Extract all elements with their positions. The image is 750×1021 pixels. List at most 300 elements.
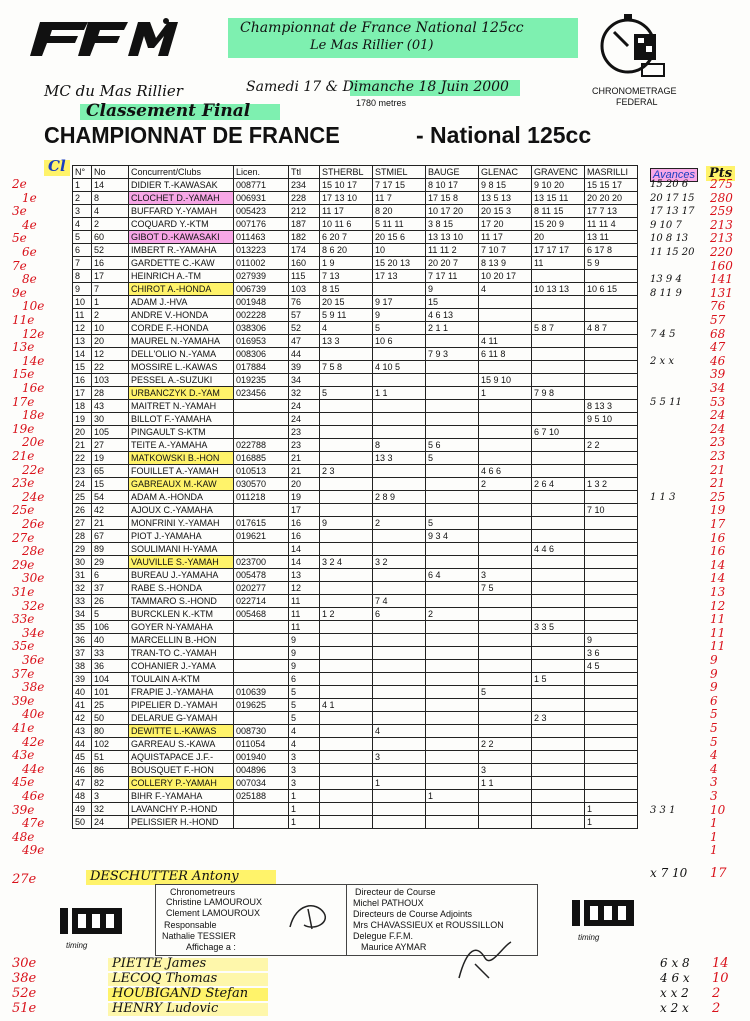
chrono-logo (598, 8, 668, 80)
total-points: 228 (289, 192, 320, 205)
round-result (532, 595, 585, 608)
row-index: 21 (73, 439, 92, 452)
round-result: 17 17 17 (532, 244, 585, 257)
rider-name: TAMMARO S.-HOND (129, 595, 234, 608)
header-cell: No (92, 166, 129, 179)
rider-name: MAITRET N.-YAMAH (129, 400, 234, 413)
row-index: 1 (73, 179, 92, 192)
round-result (320, 777, 373, 790)
round-result: 4 6 6 (479, 465, 532, 478)
round-result (320, 491, 373, 504)
license-number: 008771 (234, 179, 289, 192)
points-value: 21 (710, 462, 726, 477)
row-index: 34 (73, 608, 92, 621)
row-index: 49 (73, 803, 92, 816)
round-result (585, 673, 638, 686)
table-row (73, 608, 638, 621)
rider-name: PIOT J.-YAMAHA (129, 530, 234, 543)
table-row (73, 322, 638, 335)
hand-rank: 41e (12, 721, 35, 735)
round-result (585, 582, 638, 595)
points-value: 9 (710, 680, 718, 695)
license-number: 030570 (234, 478, 289, 491)
round-result (532, 647, 585, 660)
extra-pts: 10 (712, 971, 729, 986)
hand-rank: 47e (22, 816, 45, 831)
row-index: 31 (73, 569, 92, 582)
round-result: 15 20 9 (532, 218, 585, 231)
hand-rank: 10e (22, 299, 45, 314)
round-result: 11 11 4 (585, 218, 638, 231)
license-number: 022714 (234, 595, 289, 608)
points-value: 3 (710, 775, 718, 790)
hand-rank: 24e (22, 489, 45, 504)
points-value: 220 (710, 245, 733, 259)
license-number: 005468 (234, 608, 289, 621)
avances-value: 15 20 6 (650, 179, 689, 190)
license-number: 011463 (234, 231, 289, 244)
round-result (479, 790, 532, 803)
total-points: 76 (289, 296, 320, 309)
event-line-2: Le Mas Rillier (01) (310, 38, 434, 53)
round-result (479, 322, 532, 335)
rider-number: 89 (92, 543, 129, 556)
rider-name: DIDIER T.-KAWASAK (129, 179, 234, 192)
round-result (426, 491, 479, 504)
points-value: 19 (710, 503, 726, 518)
rider-number: 42 (92, 504, 129, 517)
round-result (320, 543, 373, 556)
hand-rank: 17e (12, 394, 35, 409)
total-points: 5 (289, 712, 320, 725)
total-points: 9 (289, 634, 320, 647)
points-value: 39 (710, 367, 726, 382)
points-value: 17 (710, 517, 726, 531)
rider-number: 51 (92, 751, 129, 764)
row-index: 7 (73, 257, 92, 270)
total-points: 23 (289, 426, 320, 439)
rider-name: RABE S.-HONDA (129, 582, 234, 595)
rider-number: 16 (92, 257, 129, 270)
round-result (426, 673, 479, 686)
row-index: 25 (73, 491, 92, 504)
round-result: 9 (373, 309, 426, 322)
round-result: 2 (426, 608, 479, 621)
ffm-logo (28, 18, 178, 60)
table-row (73, 413, 638, 426)
round-result (532, 348, 585, 361)
table-row (73, 569, 638, 582)
round-result (479, 426, 532, 439)
table-row (73, 725, 638, 738)
round-result: 10 17 20 (426, 205, 479, 218)
rider-number: 50 (92, 712, 129, 725)
points-value: 9 (710, 666, 718, 681)
rider-number: 17 (92, 270, 129, 283)
round-result: 2 1 1 (426, 322, 479, 335)
round-result (585, 556, 638, 569)
table-row (73, 582, 638, 595)
license-number: 006739 (234, 283, 289, 296)
round-result: 10 13 13 (532, 283, 585, 296)
round-result (585, 335, 638, 348)
total-points: 12 (289, 582, 320, 595)
license-number: 013223 (234, 244, 289, 257)
rider-number: 1 (92, 296, 129, 309)
hand-rank: 20e (22, 435, 45, 450)
round-result (479, 803, 532, 816)
round-result (532, 530, 585, 543)
round-result (532, 764, 585, 777)
track-distance: 1780 metres (356, 98, 407, 108)
table-row (73, 361, 638, 374)
table-row (73, 504, 638, 517)
round-result: 7 10 (585, 504, 638, 517)
round-result: 13 3 (320, 335, 373, 348)
round-result: 1 (585, 816, 638, 829)
director-signature (455, 938, 515, 982)
hand-rank: 18e (22, 408, 45, 423)
round-result: 5 6 (426, 439, 479, 452)
round-result: 4 4 6 (532, 543, 585, 556)
hand-rank: 39e (12, 693, 35, 708)
row-index: 9 (73, 283, 92, 296)
round-result: 10 (373, 244, 426, 257)
round-result: 5 9 (585, 257, 638, 270)
rider-name: BUREAU J.-YAMAHA (129, 569, 234, 582)
total-points: 23 (289, 439, 320, 452)
round-result (320, 439, 373, 452)
rider-number: 30 (92, 413, 129, 426)
total-points: 9 (289, 647, 320, 660)
table-row (73, 621, 638, 634)
round-result (320, 634, 373, 647)
round-result (373, 803, 426, 816)
round-result (585, 426, 638, 439)
timing-label-left: timing (66, 941, 88, 950)
round-result: 11 7 (373, 192, 426, 205)
license-number: 011054 (234, 738, 289, 751)
points-value: 11 (710, 625, 726, 640)
table-row (73, 309, 638, 322)
extra-name: HOUBIGAND Stefan (112, 986, 249, 1001)
round-result: 2 3 (532, 712, 585, 725)
round-result (532, 517, 585, 530)
row-index: 3 (73, 205, 92, 218)
points-value: 280 (710, 190, 733, 205)
rider-name: BUFFARD Y.-YAMAH (129, 205, 234, 218)
round-result: 3 2 (373, 556, 426, 569)
row-index: 36 (73, 634, 92, 647)
row-index: 27 (73, 517, 92, 530)
round-result: 20 20 7 (426, 257, 479, 270)
round-result (426, 686, 479, 699)
round-result (373, 413, 426, 426)
points-value: 47 (710, 340, 726, 355)
row-index: 18 (73, 400, 92, 413)
row-index: 10 (73, 296, 92, 309)
rider-number: 43 (92, 400, 129, 413)
round-result (320, 738, 373, 751)
license-number: 020277 (234, 582, 289, 595)
row-index: 35 (73, 621, 92, 634)
round-result: 2 3 (320, 465, 373, 478)
round-result (479, 634, 532, 647)
affichage: Affichage a : (186, 942, 236, 952)
table-row (73, 543, 638, 556)
round-result: 1 (585, 803, 638, 816)
round-result (320, 374, 373, 387)
round-result: 6 7 10 (532, 426, 585, 439)
table-row (73, 218, 638, 231)
hand-rank: 36e (22, 653, 45, 667)
round-result (426, 556, 479, 569)
header-cell: GRAVENC (532, 166, 585, 179)
round-result (320, 478, 373, 491)
round-result (426, 634, 479, 647)
row-index: 16 (73, 374, 92, 387)
round-result: 13 13 10 (426, 231, 479, 244)
table-row (73, 517, 638, 530)
title-main: CHAMPIONNAT DE FRANCE (44, 122, 340, 148)
rider-name: FRAPIE J.-YAMAHA (129, 686, 234, 699)
hand-rank: 34e (22, 625, 45, 640)
table-row (73, 426, 638, 439)
points-value: 213 (710, 217, 733, 232)
row-index: 42 (73, 712, 92, 725)
extra-rider-rank: 27e (12, 872, 37, 887)
rider-number: 29 (92, 556, 129, 569)
rider-number: 26 (92, 595, 129, 608)
round-result: 15 15 17 (585, 179, 638, 192)
header-cell: GLENAC (479, 166, 532, 179)
row-index: 48 (73, 790, 92, 803)
hand-rank: 43e (12, 748, 35, 763)
license-number: 006931 (234, 192, 289, 205)
round-result: 4 1 (320, 699, 373, 712)
table-row (73, 491, 638, 504)
rider-name: DELARUE G-YAMAH (129, 712, 234, 725)
points-value: 5 (710, 721, 718, 735)
round-result (585, 543, 638, 556)
rider-name: BIHR F.-YAMAHA (129, 790, 234, 803)
round-result: 20 (532, 231, 585, 244)
points-value: 1 (710, 843, 718, 858)
table-row (73, 777, 638, 790)
row-index: 30 (73, 556, 92, 569)
round-result: 15 20 13 (373, 257, 426, 270)
round-result: 8 15 (320, 283, 373, 296)
round-result: 13 15 11 (532, 192, 585, 205)
round-result: 13 3 (373, 452, 426, 465)
rider-name: GOYER N-YAMAHA (129, 621, 234, 634)
table-row (73, 205, 638, 218)
avances-value: 3 3 1 (650, 804, 676, 816)
total-points: 212 (289, 205, 320, 218)
round-result (479, 504, 532, 517)
round-result: 4 (320, 322, 373, 335)
round-result: 10 11 6 (320, 218, 373, 231)
rider-number: 25 (92, 699, 129, 712)
rider-number: 4 (92, 205, 129, 218)
hand-rank: 32e (22, 598, 45, 613)
rider-name: IMBERT R.-YAMAHA (129, 244, 234, 257)
rider-number: 106 (92, 621, 129, 634)
round-result (532, 465, 585, 478)
round-result: 1 (426, 790, 479, 803)
round-result (532, 660, 585, 673)
points-value: 16 (710, 530, 726, 545)
hand-rank: 11e (12, 313, 35, 327)
rider-name: BURCKLEN K.-KTM (129, 608, 234, 621)
license-number: 023700 (234, 556, 289, 569)
points-value: 275 (710, 177, 733, 191)
round-result (320, 348, 373, 361)
round-result: 5 (479, 686, 532, 699)
rider-number: 60 (92, 231, 129, 244)
table-row (73, 699, 638, 712)
rider-number: 10 (92, 322, 129, 335)
total-points: 115 (289, 270, 320, 283)
hand-rank: 16e (22, 381, 45, 395)
round-result (585, 569, 638, 582)
hand-rank: 33e (12, 612, 35, 627)
table-row (73, 270, 638, 283)
round-result: 5 9 11 (320, 309, 373, 322)
rider-number: 27 (92, 439, 129, 452)
round-result (479, 608, 532, 621)
round-result: 9 5 10 (585, 413, 638, 426)
hand-rank: 28e (22, 544, 45, 559)
row-index: 6 (73, 244, 92, 257)
points-value: 16 (710, 544, 726, 559)
round-result: 15 10 17 (320, 179, 373, 192)
title-sub: - National 125cc (416, 122, 592, 148)
total-points: 32 (289, 387, 320, 400)
round-result: 5 (320, 387, 373, 400)
round-result (320, 673, 373, 686)
license-number (234, 413, 289, 426)
hand-rank: 26e (22, 517, 45, 531)
round-result (320, 660, 373, 673)
round-result (373, 686, 426, 699)
round-result (426, 374, 479, 387)
avances-value: 9 10 7 (650, 219, 682, 231)
round-result (585, 712, 638, 725)
rider-name: BOUSQUET F.-HON (129, 764, 234, 777)
hand-rank: 8e (22, 272, 37, 287)
round-result (479, 439, 532, 452)
hand-rank: 5e (12, 231, 27, 246)
round-result: 2 8 9 (373, 491, 426, 504)
row-index: 32 (73, 582, 92, 595)
table-row (73, 400, 638, 413)
rider-number: 2 (92, 218, 129, 231)
license-number: 010513 (234, 465, 289, 478)
points-value: 21 (710, 476, 726, 491)
license-number: 025188 (234, 790, 289, 803)
round-result: 9 (320, 517, 373, 530)
round-result (320, 413, 373, 426)
round-result: 6 11 8 (479, 348, 532, 361)
points-value: 259 (710, 204, 733, 219)
row-index: 47 (73, 777, 92, 790)
row-index: 4 (73, 218, 92, 231)
round-result (532, 439, 585, 452)
hand-rank: 48e (12, 829, 35, 844)
round-result (373, 816, 426, 829)
license-number (234, 634, 289, 647)
round-result: 4 5 (585, 660, 638, 673)
rider-name: BILLOT F.-YAMAHA (129, 413, 234, 426)
header-cell: MASRILLI (585, 166, 638, 179)
points-value: 12 (710, 598, 726, 613)
round-result: 2 6 4 (532, 478, 585, 491)
row-index: 11 (73, 309, 92, 322)
hand-rank: 39e (12, 802, 35, 817)
license-number: 027939 (234, 270, 289, 283)
row-index: 26 (73, 504, 92, 517)
round-result (532, 803, 585, 816)
round-result: 2 2 (479, 738, 532, 751)
round-result (532, 309, 585, 322)
license-number (234, 426, 289, 439)
round-result: 7 9 3 (426, 348, 479, 361)
rider-number: 103 (92, 374, 129, 387)
rider-name: TEITE A.-YAMAHA (129, 439, 234, 452)
rider-number: 12 (92, 348, 129, 361)
total-points: 39 (289, 361, 320, 374)
round-result (426, 712, 479, 725)
round-result: 10 6 15 (585, 283, 638, 296)
round-result: 1 5 (532, 673, 585, 686)
rider-number: 67 (92, 530, 129, 543)
round-result (532, 816, 585, 829)
round-result (426, 504, 479, 517)
rider-name: MAUREL N.-YAMAHA (129, 335, 234, 348)
round-result (426, 582, 479, 595)
round-result (426, 426, 479, 439)
license-number: 001948 (234, 296, 289, 309)
round-result: 1 1 (479, 777, 532, 790)
round-result: 17 20 (479, 218, 532, 231)
extra-pts: 2 (712, 1001, 721, 1016)
round-result (373, 764, 426, 777)
table-row (73, 673, 638, 686)
total-points: 11 (289, 595, 320, 608)
round-result: 4 8 7 (585, 322, 638, 335)
table-row (73, 283, 638, 296)
round-result: 9 3 4 (426, 530, 479, 543)
round-result (585, 530, 638, 543)
table-header-row (73, 166, 638, 179)
round-result: 6 4 (426, 569, 479, 582)
total-points: 16 (289, 517, 320, 530)
round-result (532, 608, 585, 621)
officials-box-left (155, 884, 347, 956)
points-value: 6 (710, 693, 718, 708)
points-value: 68 (710, 326, 726, 341)
round-result: 15 (426, 296, 479, 309)
total-points: 57 (289, 309, 320, 322)
license-number: 010639 (234, 686, 289, 699)
rider-name: PESSEL A.-SUZUKI (129, 374, 234, 387)
rider-name: MATKOWSKI B.-HON (129, 452, 234, 465)
round-result: 13 11 (585, 231, 638, 244)
signature-mark (286, 899, 336, 933)
row-index: 43 (73, 725, 92, 738)
license-number: 019621 (234, 530, 289, 543)
